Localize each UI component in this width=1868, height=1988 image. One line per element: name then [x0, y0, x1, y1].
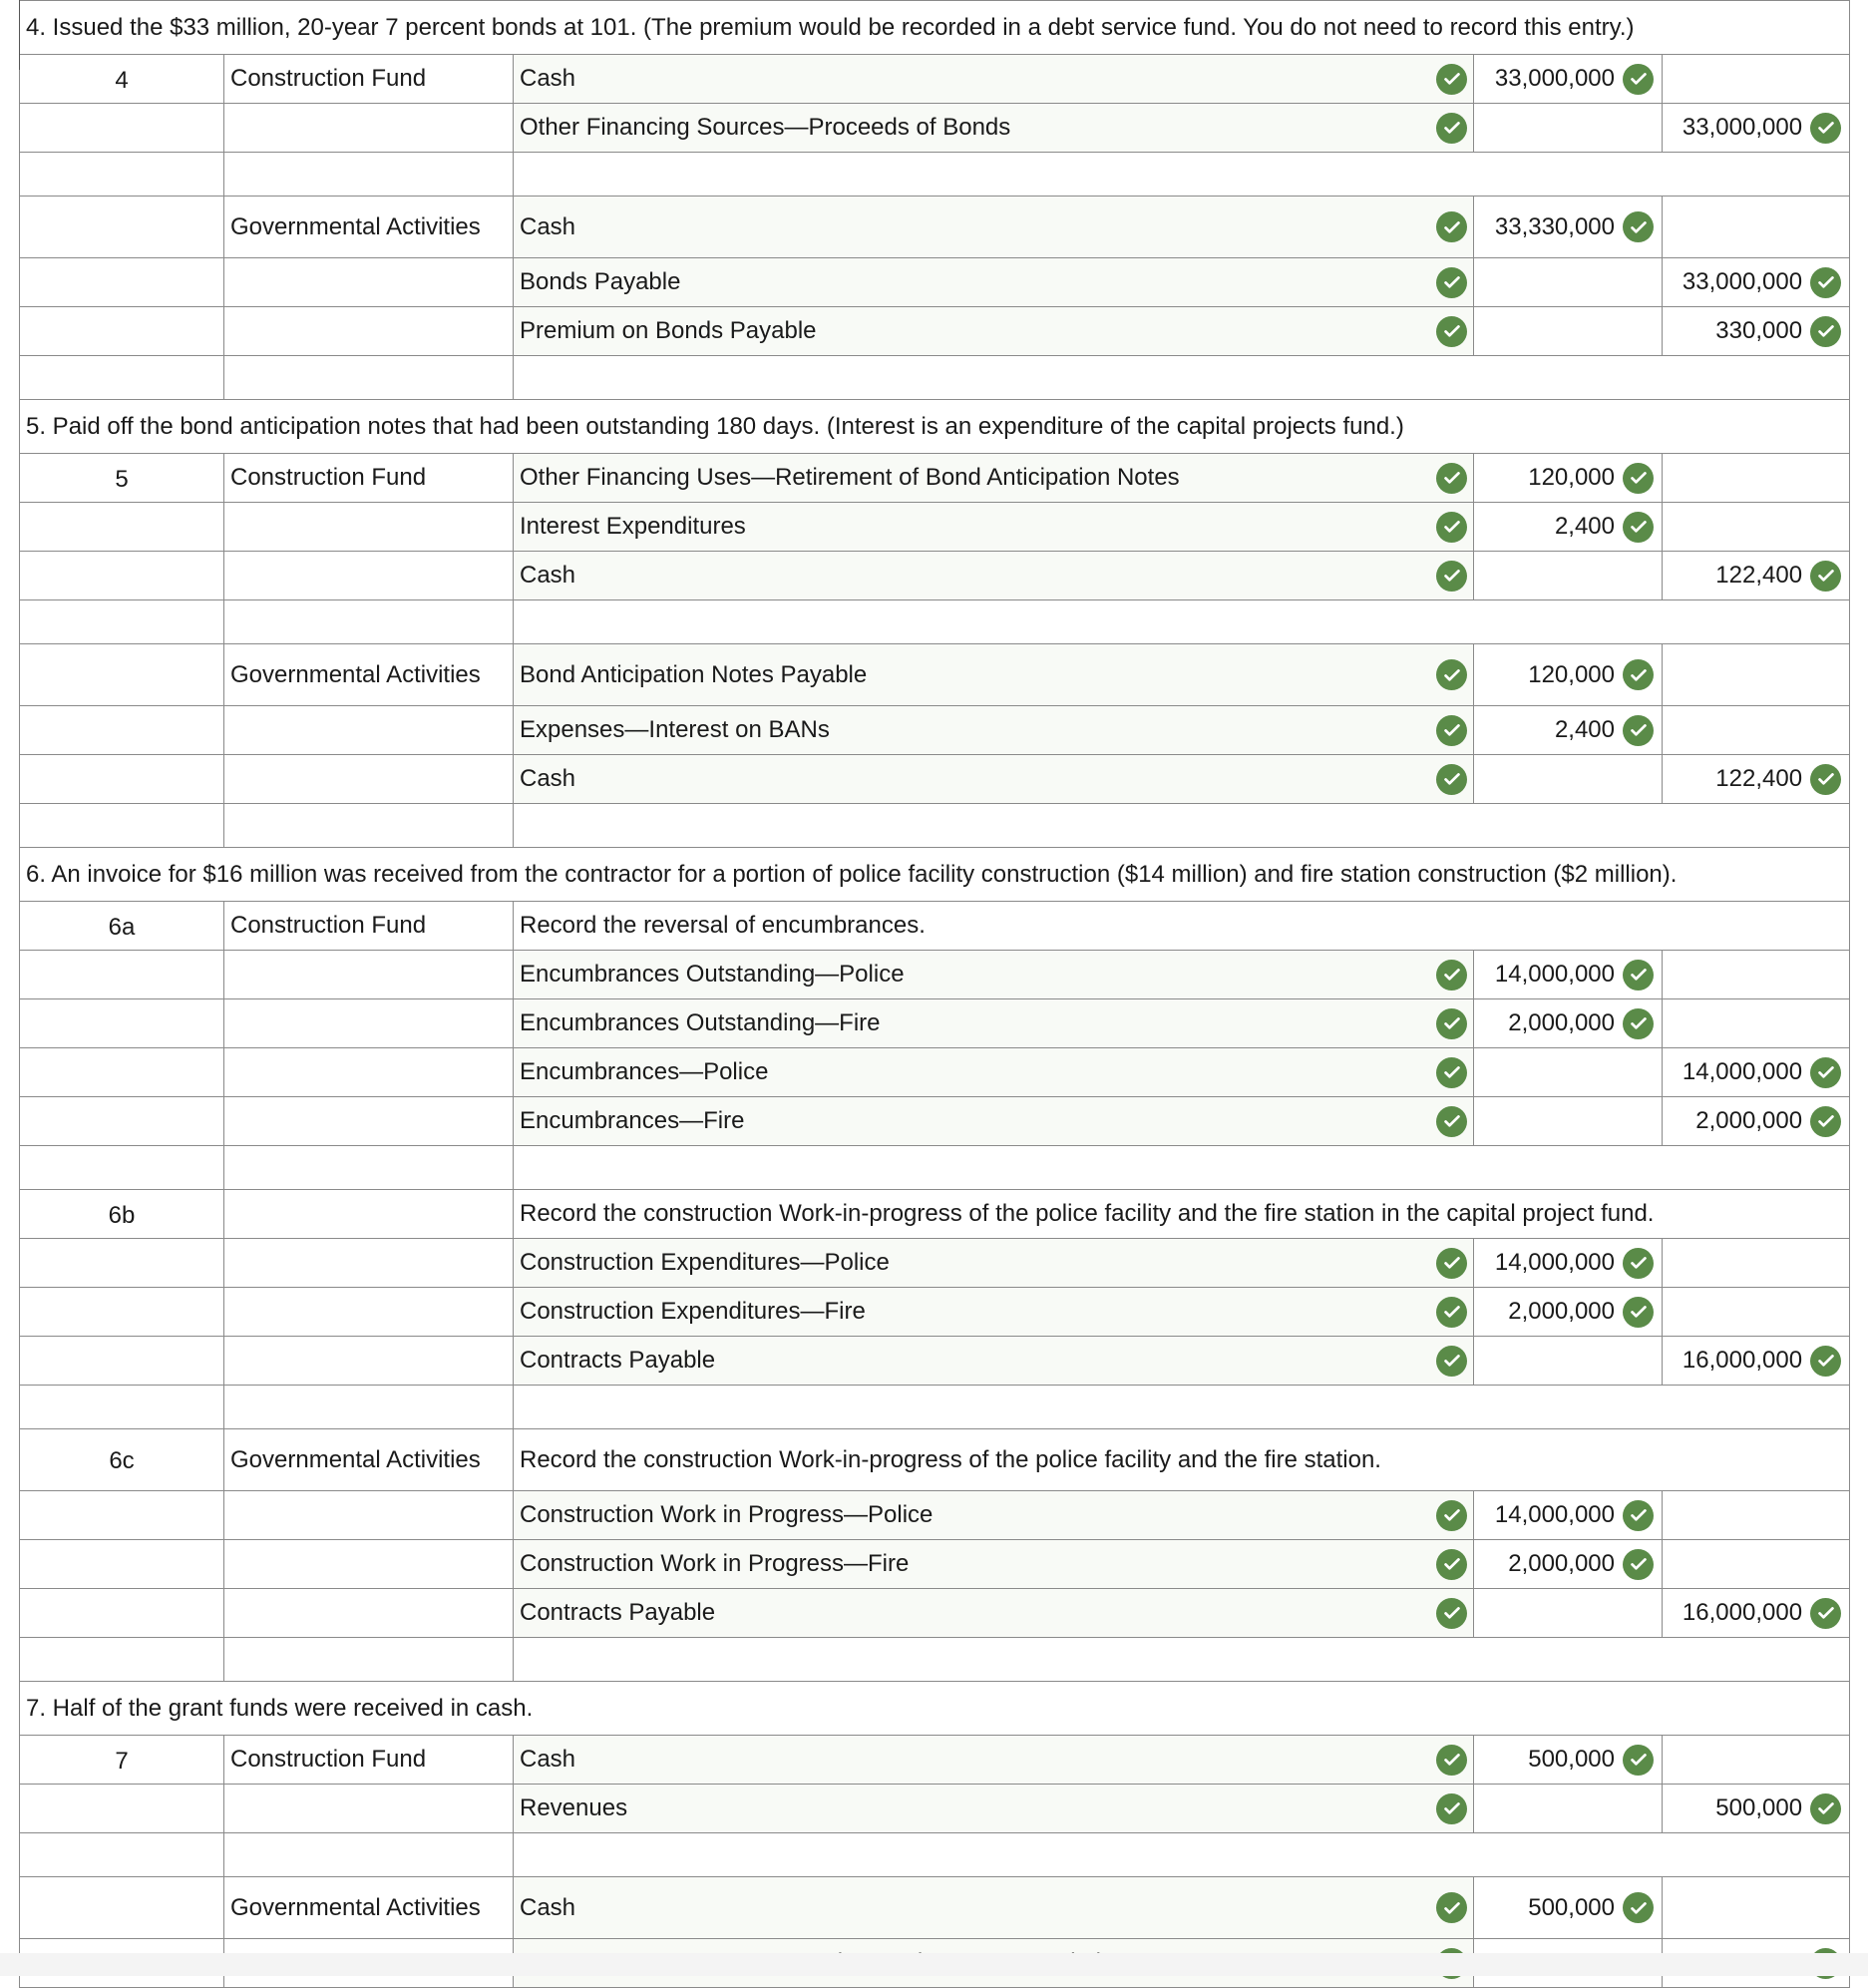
- account-name: Encumbrances—Police: [520, 1058, 769, 1085]
- entry-number: [20, 1589, 224, 1638]
- table-row: [20, 1190, 1850, 1239]
- debit-input[interactable]: [1474, 1736, 1663, 1785]
- check-circle-icon: [1436, 512, 1467, 543]
- entry-number: [20, 503, 224, 552]
- fund-name: [224, 1048, 514, 1097]
- credit-input[interactable]: [1663, 55, 1850, 104]
- table-row: [20, 1540, 1850, 1589]
- debit-input[interactable]: [1474, 1491, 1663, 1540]
- check-circle-icon: [1810, 561, 1841, 592]
- credit-input[interactable]: [1663, 307, 1850, 356]
- check-circle-icon: [1810, 1057, 1841, 1088]
- empty-cell: [20, 600, 224, 644]
- account-select[interactable]: [514, 1736, 1474, 1785]
- account-select[interactable]: [514, 1785, 1474, 1833]
- credit-amount: 16,000,000: [1681, 1347, 1803, 1374]
- credit-input[interactable]: [1663, 1877, 1850, 1939]
- fund-name: [224, 1785, 514, 1833]
- account-name: Encumbrances—Fire: [520, 1107, 745, 1134]
- entry-number: [20, 1540, 224, 1589]
- transaction-description: 7. Half of the grant funds were received in cash.: [20, 1682, 1850, 1736]
- table-row: [20, 600, 1850, 644]
- table-row: [20, 356, 1850, 400]
- check-circle-icon: [1810, 764, 1841, 795]
- check-circle-icon: [1436, 1892, 1467, 1923]
- debit-amount: 2,400: [1554, 513, 1615, 540]
- account-name: Cash: [520, 562, 576, 589]
- account-select[interactable]: [514, 1239, 1474, 1288]
- transaction-description: 5. Paid off the bond anticipation notes that had been outstanding 180 days. (Interest is an expenditure of the capital projects fund.): [20, 400, 1850, 454]
- fund-name: Governmental Activities: [224, 197, 514, 258]
- transaction-description: 4. Issued the $33 million, 20-year 7 percent bonds at 101. (The premium would be recorded in a debt service fund. You do not need to record this entry.): [20, 1, 1850, 55]
- account-name: Cash: [520, 1746, 576, 1773]
- debit-input[interactable]: [1474, 1540, 1663, 1589]
- table-row: [20, 197, 1850, 258]
- empty-cell: [514, 1833, 1850, 1877]
- empty-cell: [514, 1146, 1850, 1190]
- table-row: [20, 1877, 1850, 1939]
- debit-amount: 14,000,000: [1494, 961, 1615, 988]
- empty-cell: [514, 1638, 1850, 1682]
- entry-number: [20, 307, 224, 356]
- debit-amount: 14,000,000: [1494, 1249, 1615, 1276]
- check-circle-icon: [1810, 113, 1841, 144]
- account-name: Cash: [520, 765, 576, 792]
- table-row: [20, 804, 1850, 848]
- fund-name: Construction Fund: [224, 55, 514, 104]
- credit-input[interactable]: [1663, 706, 1850, 755]
- table-row: [20, 951, 1850, 999]
- table-row: [20, 552, 1850, 600]
- debit-input[interactable]: [1474, 197, 1663, 258]
- empty-cell: [224, 1833, 514, 1877]
- account-name: Other Financing Sources—Proceeds of Bonds: [520, 114, 1011, 141]
- empty-cell: [20, 1638, 224, 1682]
- account-name: Encumbrances Outstanding—Fire: [520, 1009, 881, 1036]
- entry-number: 5: [20, 454, 224, 503]
- debit-input[interactable]: [1474, 755, 1663, 804]
- table-row: [20, 644, 1850, 706]
- account-name: Premium on Bonds Payable: [520, 317, 817, 344]
- table-row: [20, 1239, 1850, 1288]
- credit-input[interactable]: [1663, 1097, 1850, 1146]
- credit-input[interactable]: [1663, 951, 1850, 999]
- table-row: [20, 999, 1850, 1048]
- credit-input[interactable]: [1663, 999, 1850, 1048]
- fund-name: [224, 999, 514, 1048]
- account-select[interactable]: [514, 1097, 1474, 1146]
- fund-name: [224, 258, 514, 307]
- check-circle-icon: [1436, 211, 1467, 242]
- check-circle-icon: [1436, 561, 1467, 592]
- account-name: Other Financing Uses—Retirement of Bond Anticipation Notes: [520, 464, 1180, 491]
- transaction-description: 6. An invoice for $16 million was received from the contractor for a portion of police facility construction ($14 million) and fire station construction ($2 million).: [20, 848, 1850, 902]
- table-row: [20, 258, 1850, 307]
- credit-amount: 122,400: [1715, 562, 1803, 589]
- credit-input[interactable]: [1663, 755, 1850, 804]
- debit-amount: 33,000,000: [1494, 65, 1615, 92]
- account-select[interactable]: [514, 755, 1474, 804]
- debit-input[interactable]: [1474, 1097, 1663, 1146]
- fund-name: Governmental Activities: [224, 1429, 514, 1491]
- account-select[interactable]: [514, 55, 1474, 104]
- entry-number: [20, 1239, 224, 1288]
- empty-cell: [514, 804, 1850, 848]
- check-circle-icon: [1623, 1745, 1654, 1776]
- debit-amount: 2,000,000: [1508, 1298, 1615, 1325]
- journal-table-body: [20, 1, 1850, 1988]
- table-row: [20, 1589, 1850, 1638]
- check-circle-icon: [1623, 1248, 1654, 1279]
- account-name: Construction Work in Progress—Fire: [520, 1550, 910, 1577]
- account-select[interactable]: [514, 1337, 1474, 1386]
- debit-input[interactable]: [1474, 951, 1663, 999]
- debit-input[interactable]: [1474, 1877, 1663, 1939]
- debit-input[interactable]: [1474, 1785, 1663, 1833]
- table-row: [20, 55, 1850, 104]
- debit-input[interactable]: [1474, 1048, 1663, 1097]
- debit-input[interactable]: [1474, 1337, 1663, 1386]
- fund-name: [224, 552, 514, 600]
- account-name: Expenses—Interest on BANs: [520, 716, 830, 743]
- credit-input[interactable]: [1663, 454, 1850, 503]
- empty-cell: [514, 356, 1850, 400]
- credit-input[interactable]: [1663, 197, 1850, 258]
- check-circle-icon: [1436, 1793, 1467, 1824]
- check-circle-icon: [1436, 1057, 1467, 1088]
- entry-instruction: Record the construction Work-in-progress of the police facility and the fire station.: [514, 1429, 1850, 1491]
- entry-number: [20, 1048, 224, 1097]
- credit-amount: 330,000: [1715, 317, 1803, 344]
- fund-name: [224, 706, 514, 755]
- debit-input[interactable]: [1474, 1239, 1663, 1288]
- account-select[interactable]: [514, 706, 1474, 755]
- check-circle-icon: [1810, 1346, 1841, 1377]
- check-circle-icon: [1436, 316, 1467, 347]
- table-row: [20, 1833, 1850, 1877]
- table-row: [20, 104, 1850, 153]
- empty-cell: [224, 1638, 514, 1682]
- check-circle-icon: [1623, 1297, 1654, 1328]
- debit-amount: 2,000,000: [1508, 1009, 1615, 1036]
- entry-number: [20, 644, 224, 706]
- entry-number: [20, 1491, 224, 1540]
- check-circle-icon: [1436, 1248, 1467, 1279]
- account-select[interactable]: [514, 644, 1474, 706]
- table-row: [20, 1429, 1850, 1491]
- table-row: [20, 848, 1850, 902]
- credit-input[interactable]: [1663, 552, 1850, 600]
- account-name: Bond Anticipation Notes Payable: [520, 660, 868, 688]
- account-name: Bonds Payable: [520, 268, 681, 295]
- empty-cell: [224, 804, 514, 848]
- credit-amount: 2,000,000: [1695, 1107, 1803, 1134]
- account-name: Cash: [520, 212, 576, 240]
- account-select[interactable]: [514, 454, 1474, 503]
- debit-input[interactable]: [1474, 706, 1663, 755]
- entry-number: [20, 104, 224, 153]
- check-circle-icon: [1810, 267, 1841, 298]
- empty-cell: [20, 1146, 224, 1190]
- entry-number: [20, 999, 224, 1048]
- entry-number: [20, 951, 224, 999]
- table-row: [20, 1048, 1850, 1097]
- check-circle-icon: [1436, 659, 1467, 690]
- table-row: [20, 1, 1850, 55]
- check-circle-icon: [1436, 1500, 1467, 1531]
- table-row: [20, 706, 1850, 755]
- check-circle-icon: [1436, 1297, 1467, 1328]
- entry-number: 7: [20, 1736, 224, 1785]
- check-circle-icon: [1623, 1008, 1654, 1039]
- fund-name: [224, 1589, 514, 1638]
- table-row: [20, 1785, 1850, 1833]
- empty-cell: [224, 1386, 514, 1429]
- debit-amount: 120,000: [1528, 660, 1615, 688]
- table-row: [20, 307, 1850, 356]
- account-select[interactable]: [514, 197, 1474, 258]
- credit-amount: 33,000,000: [1681, 268, 1803, 295]
- fund-name: [224, 1239, 514, 1288]
- fund-name: Construction Fund: [224, 902, 514, 951]
- account-select[interactable]: [514, 258, 1474, 307]
- fund-name: Governmental Activities: [224, 644, 514, 706]
- table-row: [20, 902, 1850, 951]
- debit-input[interactable]: [1474, 503, 1663, 552]
- table-row: [20, 1682, 1850, 1736]
- account-select[interactable]: [514, 1589, 1474, 1638]
- account-select[interactable]: [514, 104, 1474, 153]
- table-row: [20, 1337, 1850, 1386]
- fund-name: [224, 503, 514, 552]
- journal-entries-panel: [19, 0, 1849, 1953]
- left-border: [19, 0, 20, 70]
- check-circle-icon: [1436, 715, 1467, 746]
- account-name: Contracts Payable: [520, 1347, 716, 1374]
- debit-amount: 500,000: [1528, 1893, 1615, 1921]
- credit-input[interactable]: [1663, 1540, 1850, 1589]
- table-row: [20, 1491, 1850, 1540]
- check-circle-icon: [1623, 715, 1654, 746]
- fund-name: [224, 1337, 514, 1386]
- account-select[interactable]: [514, 1540, 1474, 1589]
- fund-name: [224, 1288, 514, 1337]
- empty-cell: [20, 1386, 224, 1429]
- entry-number: [20, 258, 224, 307]
- table-row: [20, 153, 1850, 197]
- check-circle-icon: [1623, 463, 1654, 494]
- check-circle-icon: [1436, 463, 1467, 494]
- entry-number: [20, 1288, 224, 1337]
- account-name: Cash: [520, 65, 576, 92]
- empty-cell: [224, 356, 514, 400]
- empty-cell: [224, 600, 514, 644]
- check-circle-icon: [1436, 267, 1467, 298]
- debit-amount: 500,000: [1528, 1746, 1615, 1773]
- debit-input[interactable]: [1474, 258, 1663, 307]
- account-name: Construction Expenditures—Police: [520, 1249, 890, 1276]
- table-row: [20, 400, 1850, 454]
- table-row: [20, 454, 1850, 503]
- debit-input[interactable]: [1474, 454, 1663, 503]
- empty-cell: [20, 153, 224, 197]
- entry-number: [20, 706, 224, 755]
- fund-name: [224, 104, 514, 153]
- check-circle-icon: [1623, 1500, 1654, 1531]
- entry-number: [20, 1877, 224, 1939]
- empty-cell: [514, 1386, 1850, 1429]
- account-select[interactable]: [514, 1048, 1474, 1097]
- fund-name: [224, 1540, 514, 1589]
- fund-name: [224, 755, 514, 804]
- debit-input[interactable]: [1474, 644, 1663, 706]
- debit-input[interactable]: [1474, 999, 1663, 1048]
- check-circle-icon: [1623, 512, 1654, 543]
- debit-input[interactable]: [1474, 307, 1663, 356]
- entry-number: 6c: [20, 1429, 224, 1491]
- empty-cell: [20, 1833, 224, 1877]
- fund-name: Governmental Activities: [224, 1877, 514, 1939]
- debit-amount: 120,000: [1528, 464, 1615, 491]
- check-circle-icon: [1623, 211, 1654, 242]
- credit-input[interactable]: [1663, 1048, 1850, 1097]
- credit-input[interactable]: [1663, 258, 1850, 307]
- check-circle-icon: [1810, 316, 1841, 347]
- table-row: [20, 1386, 1850, 1429]
- account-select[interactable]: [514, 1288, 1474, 1337]
- fund-name: [224, 1190, 514, 1239]
- empty-cell: [514, 600, 1850, 644]
- debit-input[interactable]: [1474, 104, 1663, 153]
- credit-input[interactable]: [1663, 1736, 1850, 1785]
- account-select[interactable]: [514, 951, 1474, 999]
- credit-input[interactable]: [1663, 503, 1850, 552]
- entry-number: [20, 552, 224, 600]
- debit-input[interactable]: [1474, 55, 1663, 104]
- check-circle-icon: [1623, 659, 1654, 690]
- check-circle-icon: [1436, 764, 1467, 795]
- empty-cell: [224, 153, 514, 197]
- table-row: [20, 1638, 1850, 1682]
- account-select[interactable]: [514, 1491, 1474, 1540]
- check-circle-icon: [1436, 1346, 1467, 1377]
- journal-table: [19, 0, 1850, 1988]
- debit-input[interactable]: [1474, 1288, 1663, 1337]
- credit-input[interactable]: [1663, 1337, 1850, 1386]
- account-name: Interest Expenditures: [520, 513, 746, 540]
- account-name: Construction Work in Progress—Police: [520, 1501, 934, 1528]
- debit-amount: 2,400: [1554, 716, 1615, 743]
- credit-input[interactable]: [1663, 1288, 1850, 1337]
- table-row: [20, 503, 1850, 552]
- debit-amount: 33,330,000: [1494, 212, 1615, 240]
- check-circle-icon: [1810, 1598, 1841, 1629]
- credit-input[interactable]: [1663, 1491, 1850, 1540]
- debit-amount: 14,000,000: [1494, 1501, 1615, 1528]
- debit-amount: 2,000,000: [1508, 1550, 1615, 1577]
- credit-amount: 16,000,000: [1681, 1599, 1803, 1626]
- table-row: [20, 755, 1850, 804]
- entry-number: 4: [20, 55, 224, 104]
- account-name: Cash: [520, 1893, 576, 1921]
- empty-cell: [20, 356, 224, 400]
- empty-cell: [224, 1146, 514, 1190]
- entry-number: [20, 1097, 224, 1146]
- table-row: [20, 1146, 1850, 1190]
- credit-amount: 500,000: [1715, 1794, 1803, 1821]
- fund-name: [224, 951, 514, 999]
- entry-number: 6a: [20, 902, 224, 951]
- credit-input[interactable]: [1663, 644, 1850, 706]
- check-circle-icon: [1436, 960, 1467, 991]
- empty-cell: [20, 804, 224, 848]
- credit-amount: 14,000,000: [1681, 1058, 1803, 1085]
- debit-input[interactable]: [1474, 552, 1663, 600]
- credit-input[interactable]: [1663, 1589, 1850, 1638]
- credit-input[interactable]: [1663, 104, 1850, 153]
- account-select[interactable]: [514, 307, 1474, 356]
- check-circle-icon: [1436, 113, 1467, 144]
- check-circle-icon: [1623, 1549, 1654, 1580]
- check-circle-icon: [1436, 1745, 1467, 1776]
- account-select[interactable]: [514, 999, 1474, 1048]
- debit-input[interactable]: [1474, 1589, 1663, 1638]
- entry-instruction: Record the reversal of encumbrances.: [514, 902, 1850, 951]
- check-circle-icon: [1436, 1106, 1467, 1137]
- entry-number: [20, 755, 224, 804]
- account-select[interactable]: [514, 552, 1474, 600]
- table-row: [20, 1097, 1850, 1146]
- account-name: Contracts Payable: [520, 1599, 716, 1626]
- table-row: [20, 1288, 1850, 1337]
- check-circle-icon: [1436, 1008, 1467, 1039]
- check-circle-icon: [1623, 64, 1654, 95]
- credit-amount: 33,000,000: [1681, 114, 1803, 141]
- account-select[interactable]: [514, 503, 1474, 552]
- check-circle-icon: [1436, 1598, 1467, 1629]
- bottom-edge: [0, 1953, 1868, 1976]
- account-name: Revenues: [520, 1794, 628, 1821]
- entry-number: [20, 1337, 224, 1386]
- account-select[interactable]: [514, 1877, 1474, 1939]
- fund-name: [224, 307, 514, 356]
- entry-number: [20, 197, 224, 258]
- entry-number: [20, 1785, 224, 1833]
- fund-name: Construction Fund: [224, 454, 514, 503]
- fund-name: [224, 1097, 514, 1146]
- credit-input[interactable]: [1663, 1785, 1850, 1833]
- check-circle-icon: [1623, 960, 1654, 991]
- credit-input[interactable]: [1663, 1239, 1850, 1288]
- account-name: Encumbrances Outstanding—Police: [520, 961, 905, 988]
- check-circle-icon: [1623, 1892, 1654, 1923]
- check-circle-icon: [1810, 1106, 1841, 1137]
- credit-amount: 122,400: [1715, 765, 1803, 792]
- empty-cell: [514, 153, 1850, 197]
- table-row: [20, 1736, 1850, 1785]
- fund-name: [224, 1491, 514, 1540]
- check-circle-icon: [1436, 1549, 1467, 1580]
- entry-instruction: Record the construction Work-in-progress of the police facility and the fire station in the capital project fund.: [514, 1190, 1850, 1239]
- check-circle-icon: [1810, 1793, 1841, 1824]
- entry-number: 6b: [20, 1190, 224, 1239]
- fund-name: Construction Fund: [224, 1736, 514, 1785]
- check-circle-icon: [1436, 64, 1467, 95]
- account-name: Construction Expenditures—Fire: [520, 1298, 866, 1325]
